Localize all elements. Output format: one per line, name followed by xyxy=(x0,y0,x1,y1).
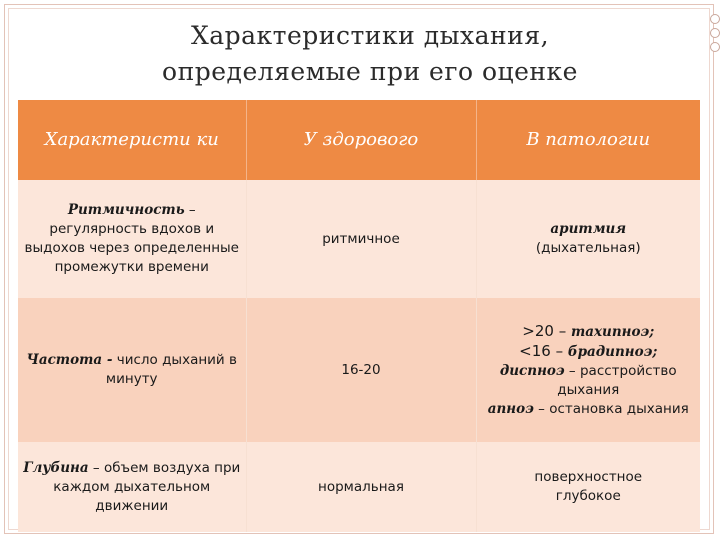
pathology-term: брадипноэ; xyxy=(567,343,658,360)
table-header-row xyxy=(18,100,700,180)
pathology-prefix: <16 – xyxy=(519,341,568,360)
header-pathology: В патологии xyxy=(476,100,700,180)
breathing-characteristics-table xyxy=(18,100,700,532)
frame-ring-decoration xyxy=(710,14,720,24)
pathology-term: аритмия xyxy=(550,221,627,237)
header-characteristics: Характеристи ки xyxy=(18,100,246,180)
cell-healthy: ритмичное xyxy=(246,180,476,298)
cell-pathology xyxy=(476,442,700,532)
pathology-prefix: >20 – xyxy=(522,321,571,340)
cell-healthy: 16-20 xyxy=(246,298,476,442)
table-row xyxy=(18,298,700,442)
pathology-line: глубокое xyxy=(555,488,621,504)
definition-frequency: число дыханий в минуту xyxy=(105,352,237,387)
pathology-line xyxy=(481,362,697,400)
cell-pathology xyxy=(476,298,700,442)
term-depth: Глубина xyxy=(23,459,89,476)
pathology-line: поверхностное xyxy=(534,469,643,485)
term-rhythm: Ритмичность xyxy=(67,202,185,218)
cell-characteristic xyxy=(18,442,246,532)
pathology-rest: – расстройство дыхания xyxy=(557,362,677,398)
pathology-line xyxy=(481,400,697,419)
pathology-rest: – остановка дыхания xyxy=(533,400,689,417)
cell-pathology xyxy=(476,180,700,298)
slide-title-line-2: определяемые при его оценке xyxy=(162,57,578,86)
definition-depth: – объем воздуха при каждом дыхательном движении xyxy=(53,459,241,514)
pathology-term: диспноэ xyxy=(499,362,565,379)
term-frequency: Частота - xyxy=(26,352,113,368)
slide-title-line-1: Характеристики дыхания, xyxy=(190,21,550,50)
pathology-note: (дыхательная) xyxy=(535,240,641,256)
cell-characteristic xyxy=(18,298,246,442)
frame-ring-decoration xyxy=(710,42,720,52)
definition-rhythm: – регулярность вдохов и выдохов через определенные промежутки времени xyxy=(24,202,239,275)
frame-ring-decoration xyxy=(710,28,720,38)
pathology-term: тахипноэ; xyxy=(570,323,655,340)
table-row xyxy=(18,180,700,298)
cell-healthy: нормальная xyxy=(246,442,476,532)
slide-title xyxy=(60,18,680,90)
table-row xyxy=(18,442,700,532)
cell-characteristic xyxy=(18,180,246,298)
header-healthy: У здорового xyxy=(246,100,476,180)
pathology-line xyxy=(481,342,697,362)
pathology-line xyxy=(481,322,697,342)
pathology-term: апноэ xyxy=(487,400,534,417)
